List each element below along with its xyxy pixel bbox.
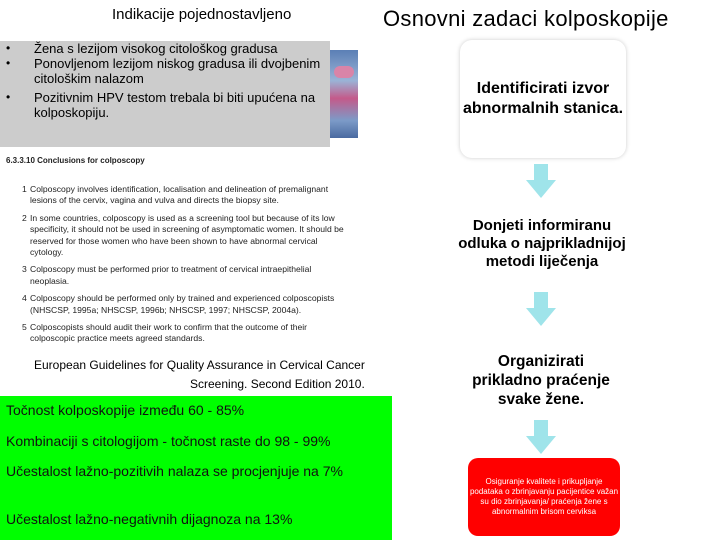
tasks-title: Osnovni zadaci kolposkopije [383, 6, 669, 31]
indication-item: • Ponovljenom lezijom niskog gradusa ili dvojbenim citološkim nalazom [6, 56, 321, 86]
conclusion-item: 2 In some countries, colposcopy is used as a screening tool but because of its low specificity, it should not be used in screening of asymptomatic women. It should be reserved for those women who have been shown to have abnormal cervical cytology. [22, 212, 344, 258]
down-arrow-icon [526, 292, 556, 326]
down-arrow-icon [526, 420, 556, 454]
excerpt-heading: 6.3.3.10 Conclusions for colposcopy [6, 156, 145, 165]
conclusion-item: 4 Colposcopy should be performed only by trained and experienced colposcopists (NHSCSP, 1995a; NHSCSP, 1996b; NHSCSP, 1997; NHSCSP, 2004a). [22, 293, 335, 315]
task-step-4: Osiguranje kvalitete i prikupljanje podataka o zbrinjavanju pacijentice važan su dio zbrinjavanja/ praćenja žene s abnormalnim brisom cerviksa [468, 458, 620, 536]
bullet-icon: • [6, 90, 11, 104]
conclusion-item: 1 Colposcopy involves identification, localisation and delineation of premalignant lesions of the cervix, vagina and vulva and directs the biopsy site. [22, 184, 329, 206]
bullet-icon: • [6, 41, 11, 55]
false-negative-stat: Učestalost lažno-negativnih dijagnoza na 13% [6, 511, 293, 527]
accuracy-stat: Točnost kolposkopije između 60 - 85% [6, 402, 245, 418]
indication-item: • Pozitivnim HPV testom trebala bi biti upućena na kolposkopiju. [6, 90, 316, 120]
task-step-3: Organizirati prikladno praćenje svake žene. [462, 334, 620, 426]
bullet-icon: • [6, 56, 11, 70]
guidelines-citation-line2: Screening. Second Edition 2010. [190, 377, 365, 391]
guidelines-citation-line1: European Guidelines for Quality Assurance in Cervical Cancer [34, 358, 365, 372]
task-step-2: Donjeti informiranu odluka o najprikladnijoj metodi liječenja [456, 202, 628, 286]
book-cover-image [330, 50, 358, 138]
task-step-1: Identificirati izvor abnormalnih stanica. [460, 40, 626, 158]
indication-item: • Žena s lezijom visokog citološkog gradusa [6, 41, 278, 56]
down-arrow-icon [526, 164, 556, 198]
conclusion-item: 5 Colposcopists should audit their work to confirm that the outcome of their colposcopic practice meets agreed standards. [22, 322, 308, 344]
excerpt-conclusions [22, 184, 352, 351]
statistics-box [0, 396, 392, 540]
conclusion-item: 3 Colposcopy must be performed prior to treatment of cervical intraepithelial neoplasia. [22, 264, 312, 286]
combined-accuracy-stat: Kombinaciji s citologijom - točnost raste do 98 - 99% [6, 433, 331, 449]
false-positive-stat: Učestalost lažno-pozitivih nalaza se procjenjuje na 7% [6, 463, 343, 479]
indications-box [0, 41, 330, 147]
indications-title: Indikacije pojednostavljeno [112, 6, 292, 23]
